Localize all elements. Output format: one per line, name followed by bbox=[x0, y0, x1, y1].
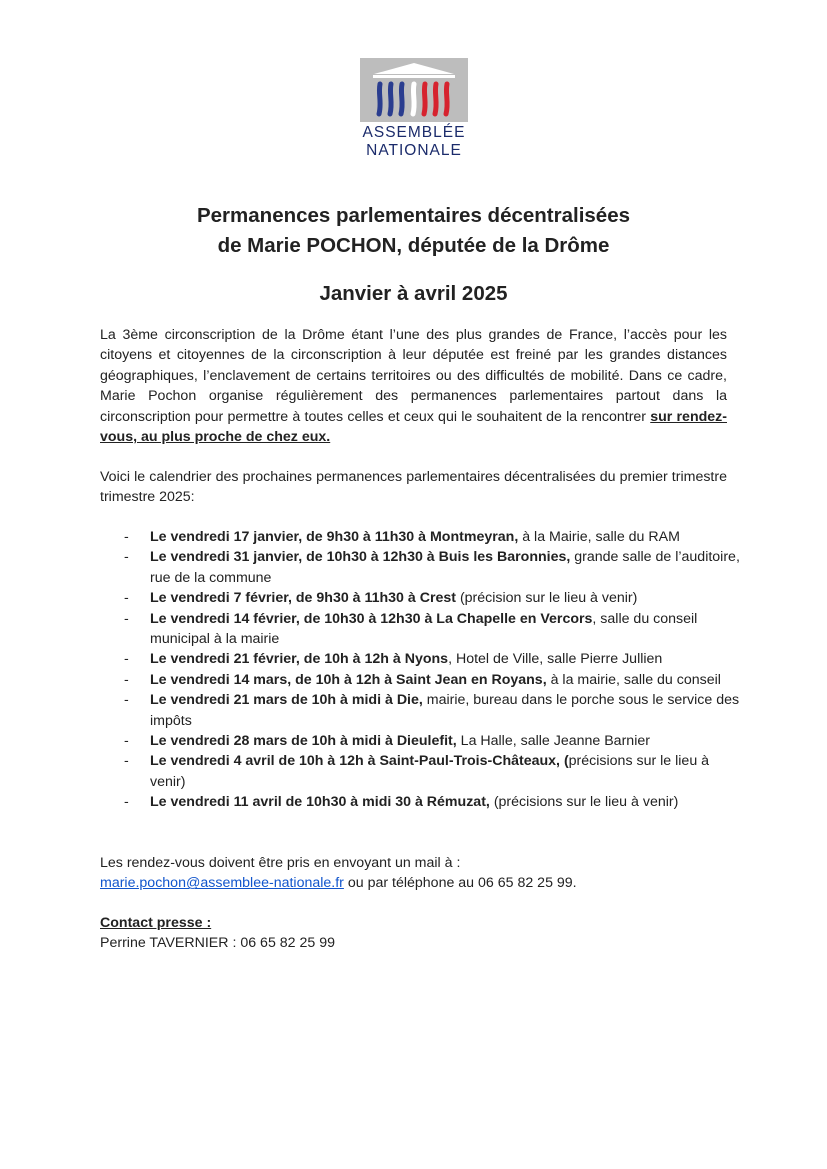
intro-paragraph bbox=[100, 325, 727, 447]
press-contact-details: Perrine TAVERNIER : 06 65 82 25 99 bbox=[100, 935, 336, 951]
event-details: (précision sur le lieu à venir) bbox=[456, 590, 638, 607]
event-heading: Le vendredi 17 janvier, de 9h30 à 11h30 à Montmeyran, bbox=[150, 529, 519, 545]
list-item bbox=[100, 690, 740, 731]
event-details: à la Mairie, salle du RAM bbox=[518, 529, 680, 545]
event-heading: Le vendredi 4 avril de 10h à 12h à Saint-Paul-Trois-Châteaux, ( bbox=[150, 753, 569, 770]
document-title-line1: Permanences parlementaires décentralisées bbox=[196, 204, 631, 227]
list-item bbox=[100, 547, 740, 588]
list-item bbox=[100, 751, 740, 792]
appointments-paragraph bbox=[100, 853, 727, 894]
logo-text-line2: NATIONALE bbox=[366, 142, 462, 159]
document-title-line2: de Marie POCHON, députée de la Drôme bbox=[217, 234, 610, 257]
list-item bbox=[100, 649, 740, 669]
event-details: mairie, bureau dans le porche sous le service des impôts bbox=[150, 692, 740, 729]
event-heading: Le vendredi 14 mars, de 10h à 12h à Saint Jean en Royans, bbox=[150, 671, 547, 688]
event-details: La Halle, salle Jeanne Barnier bbox=[456, 733, 650, 750]
event-details: précisions sur le lieu à venir) bbox=[150, 753, 710, 790]
list-item bbox=[100, 527, 740, 547]
event-heading: Le vendredi 28 mars de 10h à midi à Dieulefit, bbox=[150, 733, 457, 750]
list-item bbox=[100, 670, 740, 690]
event-heading: Le vendredi 7 février, de 9h30 à 11h30 à Crest bbox=[150, 590, 456, 607]
event-heading: Le vendredi 21 mars de 10h à midi à Die, bbox=[150, 692, 423, 709]
email-link[interactable]: marie.pochon@assemblee-nationale.fr bbox=[100, 875, 344, 892]
assemblee-nationale-logo bbox=[355, 58, 473, 162]
list-item bbox=[100, 731, 740, 751]
event-heading: Le vendredi 14 février, de 10h30 à 12h30 à La Chapelle en Vercors bbox=[150, 610, 593, 627]
event-heading: Le vendredi 31 janvier, de 10h30 à 12h30 à Buis les Baronnies, bbox=[150, 549, 571, 566]
list-item bbox=[100, 792, 740, 812]
calendar-intro-paragraph: Voici le calendrier des prochaines permanences parlementaires décentralisées du premier trimestre trimestre 2025: bbox=[100, 469, 727, 506]
logo-text-line1: ASSEMBLÉE bbox=[362, 124, 466, 141]
event-details: à la mairie, salle du conseil bbox=[546, 671, 721, 688]
intro-emphasis: sur rendez-vous, au plus proche de chez eux. bbox=[100, 408, 727, 446]
intro-text: La 3ème circonscription de la Drôme étant l’une des plus grandes de France, l’accès pour les citoyens et citoyennes de la circonscription à leur députée est freiné par les grandes distances géographiques, l’enclavement de certains territoires ou des difficultés de mobilité. Dans ce cadre, Marie Pochon organise régulièrement des permanences parlementaires partout dans la circonscription pour permettre à toutes celles et ceux qui le souhaitent de la rencontrer bbox=[100, 327, 727, 425]
press-contact-label: Contact presse : bbox=[100, 915, 212, 931]
assemblee-nationale-emblem-icon bbox=[360, 58, 468, 122]
event-heading: Le vendredi 11 avril de 10h30 à midi 30 à Rémuzat, bbox=[150, 794, 490, 811]
list-item bbox=[100, 609, 740, 650]
event-details: , Hotel de Ville, salle Pierre Jullien bbox=[448, 651, 663, 668]
event-details: , salle du conseil municipal à la mairie bbox=[150, 610, 698, 648]
document-subtitle: Janvier à avril 2025 bbox=[319, 282, 508, 305]
appointments-text: Les rendez-vous doivent être pris en envoyant un mail à : bbox=[100, 855, 461, 871]
list-item bbox=[100, 588, 740, 608]
event-details: grande salle de l’auditoire, rue de la commune bbox=[150, 549, 740, 586]
event-heading: Le vendredi 21 février, de 10h à 12h à Nyons bbox=[150, 651, 449, 668]
appointments-phone: ou par téléphone au 06 65 82 25 99. bbox=[343, 875, 577, 892]
events-list bbox=[100, 527, 740, 813]
event-details: (précisions sur le lieu à venir) bbox=[489, 794, 679, 811]
